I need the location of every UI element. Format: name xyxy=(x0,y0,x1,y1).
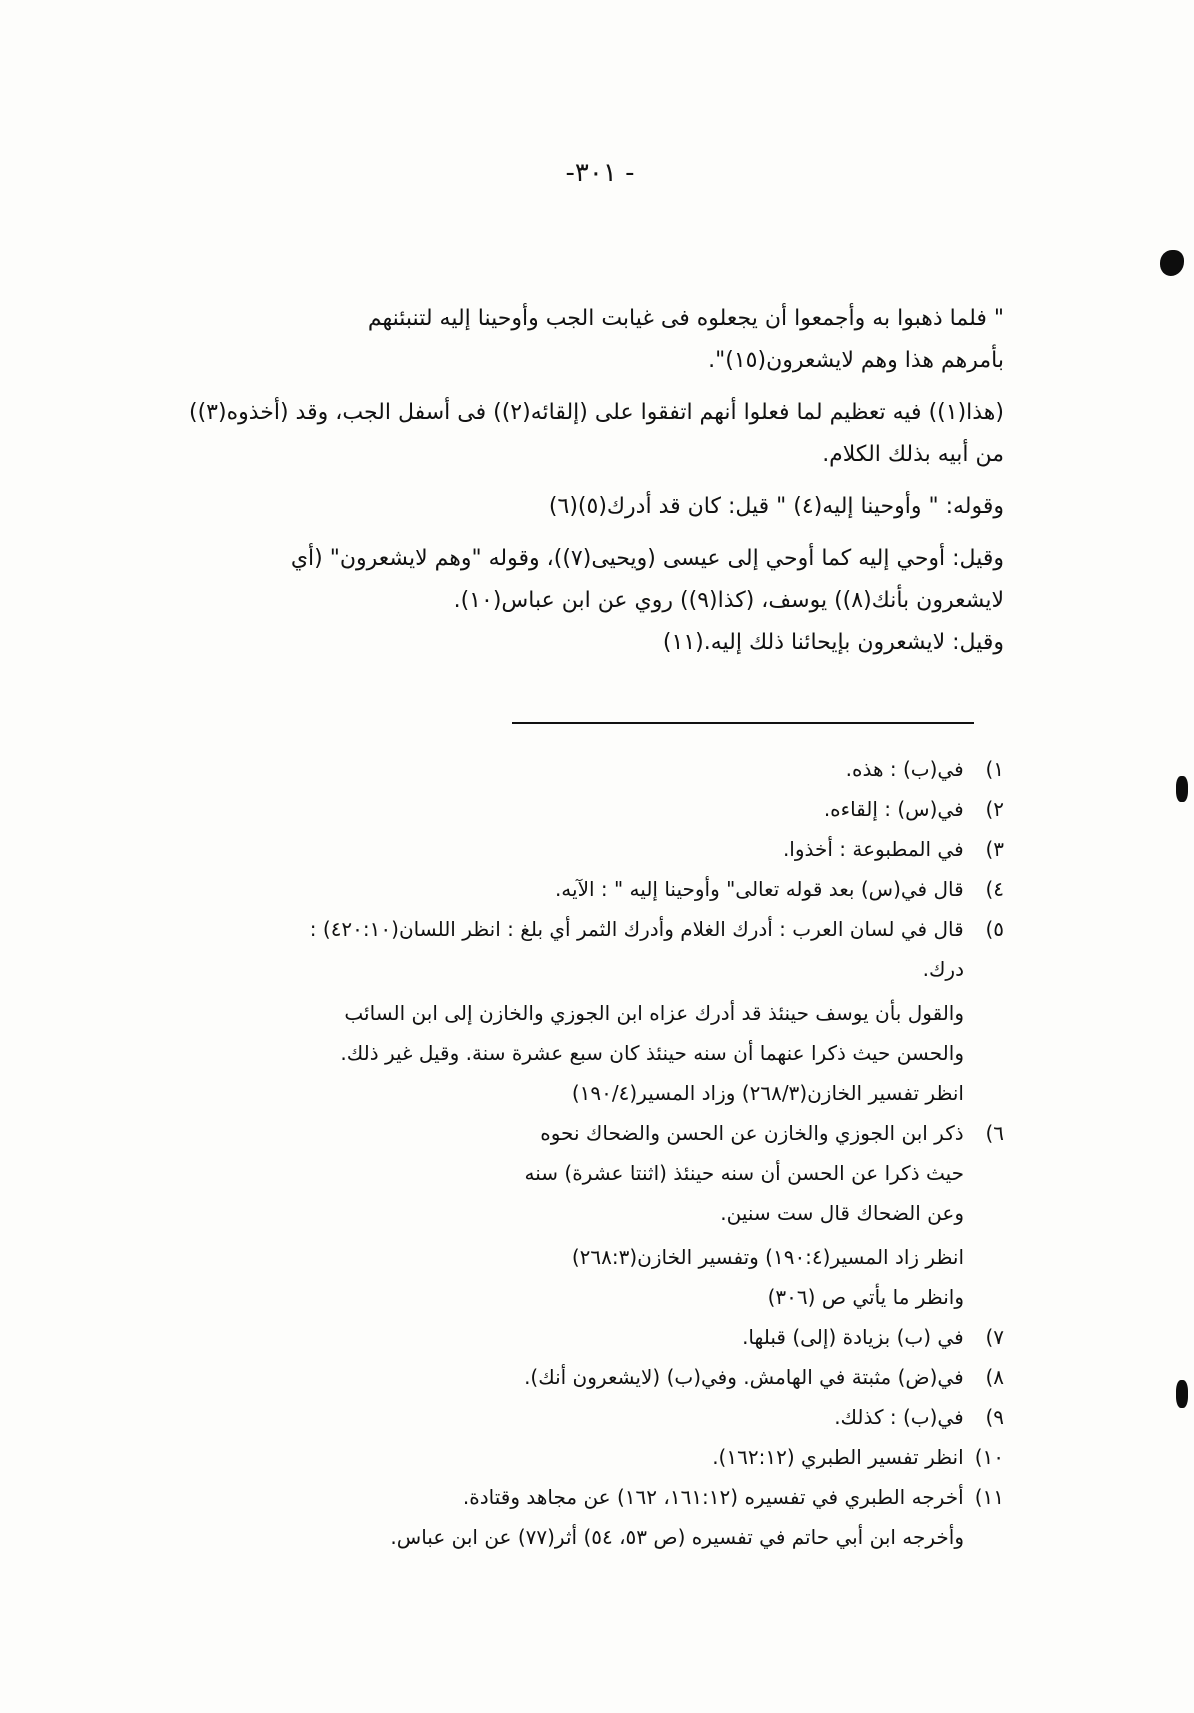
scan-blot xyxy=(1176,1380,1188,1408)
footnote-text: أخرجه الطبري في تفسيره (١٦١:١٢، ١٦٢) عن مجاهد وقتادة. xyxy=(462,1485,964,1509)
commentary-body xyxy=(124,300,1004,676)
footnote-continuation: انظر زاد المسير(١٩٠:٤) وتفسير الخازن(٢٦٨:٣) xyxy=(571,1245,964,1269)
footnote-text: في(ض) مثبتة في الهامش. وفي(ب) (لايشعرون أنك). xyxy=(524,1365,964,1389)
footnote xyxy=(124,832,1004,866)
verse-line: " فلما ذهبوا به وأجمعوا أن يجعلوه فى غيابت الجب وأوحينا إليه لتنبئنهم xyxy=(367,306,1004,331)
page-number: -٣٠١ - xyxy=(565,158,635,188)
footnote-text: في(ب) : هذه. xyxy=(845,757,964,781)
commentary-line: وقيل: لايشعرون بإيحائنا ذلك إليه.(١١) xyxy=(662,630,1004,655)
scan-blot xyxy=(1176,776,1188,802)
verse-line: بأمرهم هذا وهم لايشعرون(١٥)". xyxy=(708,348,1004,373)
footnote-number: ١٠) xyxy=(974,1445,1004,1469)
footnotes xyxy=(124,752,1004,1560)
footnote-continuation: درك. xyxy=(922,957,964,981)
footnote-text: في المطبوعة : أخذوا. xyxy=(782,837,964,861)
footnote-continuation: وأخرجه ابن أبي حاتم في تفسيره (ص ٥٣، ٥٤) أثر(٧٧) عن ابن عباس. xyxy=(390,1525,964,1549)
footnote xyxy=(124,1116,1004,1150)
footnote-text: في (ب) بزيادة (إلى) قبلها. xyxy=(742,1325,964,1349)
footnote-continuation: وانظر ما يأتي ص (٣٠٦) xyxy=(767,1285,964,1309)
footnote-continuation: انظر تفسير الخازن(٢٦٨/٣) وزاد المسير(١٩٠/٤) xyxy=(571,1081,964,1105)
footnote-number: ٧) xyxy=(985,1325,1004,1349)
footnote-text: قال في(س) بعد قوله تعالى" وأوحينا إليه " : الآيه. xyxy=(554,877,964,901)
footnote-number: ٤) xyxy=(985,877,1004,901)
commentary-line: وقيل: أوحي إليه كما أوحي إلى عيسى (ويحيى(٧))، وقوله "وهم لايشعرون" (أي xyxy=(290,546,1004,571)
footnote xyxy=(124,872,1004,906)
footnote-continuation: والقول بأن يوسف حينئذ قد أدرك عزاه ابن الجوزي والخازن إلى ابن السائب xyxy=(344,1001,964,1025)
footnote-text: قال في لسان العرب : أدرك الغلام وأدرك الثمر أي بلغ : انظر اللسان(٤٢٠:١٠) : xyxy=(309,917,964,941)
footnote-continuation: والحسن حيث ذكرا عنهما أن سنه حينئذ كان سبع عشرة سنة. وقيل غير ذلك. xyxy=(340,1041,964,1065)
footnote-number: ١) xyxy=(985,757,1004,781)
footnote-text: انظر تفسير الطبري (١٦٢:١٢). xyxy=(712,1445,964,1469)
footnote xyxy=(124,1440,1004,1474)
scan-blot xyxy=(1160,250,1184,276)
footnote-text: في(س) : إلقاءه. xyxy=(823,797,964,821)
footnote-number: ٣) xyxy=(985,837,1004,861)
footnote xyxy=(124,1400,1004,1434)
footnote xyxy=(124,792,1004,826)
commentary-line: من أبيه بذلك الكلام. xyxy=(822,442,1004,467)
footnote xyxy=(124,1360,1004,1394)
footnote-number: ٦) xyxy=(985,1121,1004,1145)
footnote-text: ذكر ابن الجوزي والخازن عن الحسن والضحاك نحوه xyxy=(540,1121,964,1145)
footnote-separator xyxy=(512,722,974,724)
footnote xyxy=(124,1320,1004,1354)
footnote-text: في(ب) : كذلك. xyxy=(834,1405,964,1429)
footnote-number: ٢) xyxy=(985,797,1004,821)
footnote-continuation: وعن الضحاك قال ست سنين. xyxy=(720,1201,964,1225)
footnote-number: ٩) xyxy=(985,1405,1004,1429)
footnote xyxy=(124,752,1004,786)
footnote xyxy=(124,912,1004,946)
footnote-number: ٥) xyxy=(985,917,1004,941)
commentary-line: لايشعرون بأنك(٨)) يوسف، (كذا(٩)) روي عن ابن عباس(١٠). xyxy=(453,588,1004,613)
footnote-number: ٨) xyxy=(985,1365,1004,1389)
footnote-number: ١١) xyxy=(974,1485,1004,1509)
footnote-continuation: حيث ذكرا عن الحسن أن سنه حينئذ (اثنتا عشرة) سنه xyxy=(524,1161,964,1185)
footnote xyxy=(124,1480,1004,1514)
commentary-line: وقوله: " وأوحينا إليه(٤) " قيل: كان قد أدرك(٥)(٦) xyxy=(548,494,1004,519)
commentary-line: (هذا(١)) فيه تعظيم لما فعلوا أنهم اتفقوا على (إلقائه(٢)) فى أسفل الجب، وقد (أخذوه(٣)) xyxy=(188,400,1004,425)
